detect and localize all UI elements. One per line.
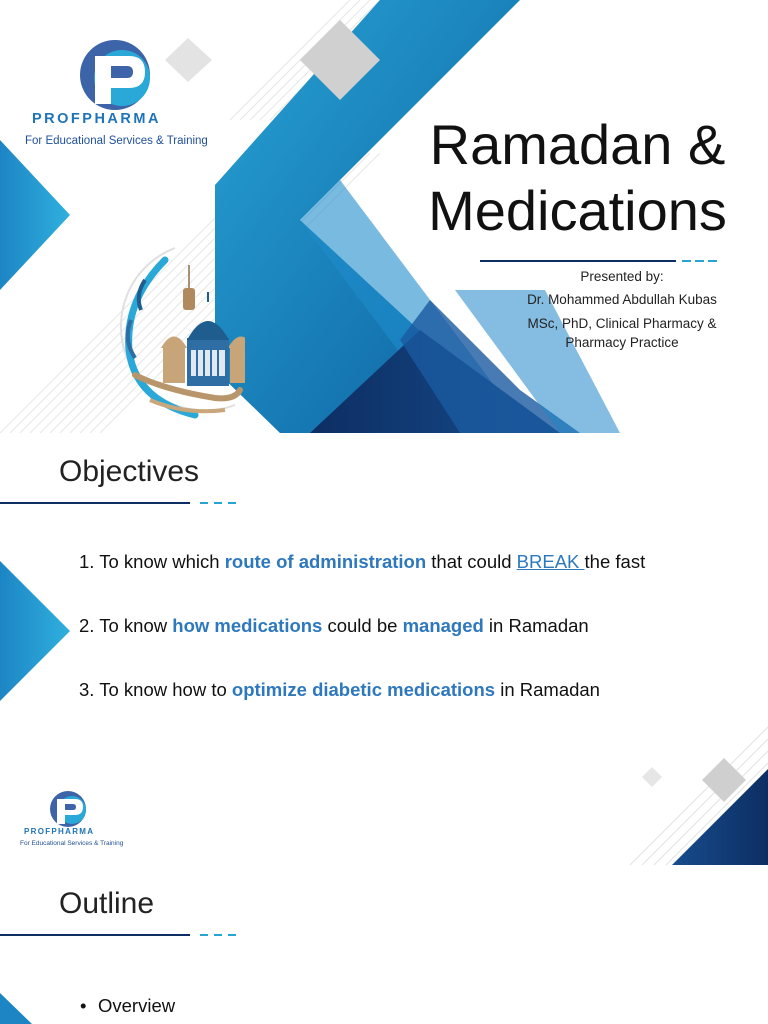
ramadan-crescent-mosque-icon (105, 240, 245, 430)
objective-highlight: how medications (172, 615, 323, 636)
objective-number: 3. (79, 679, 95, 700)
logo-tagline: For Educational Services & Training (25, 135, 208, 147)
objective-highlight: route of administration (224, 551, 427, 572)
break-link[interactable]: BREAK (516, 551, 585, 572)
bullet-dot-icon: • (80, 995, 87, 1016)
objective-item-2 (79, 615, 589, 637)
logo-mark-icon (20, 789, 140, 829)
presenter-credentials-line-2: Pharmacy Practice (565, 335, 679, 350)
presenter-info (502, 266, 742, 352)
objective-item-1 (79, 551, 645, 573)
outline-bullet-text: Overview (98, 995, 176, 1016)
outline-title: Outline (59, 887, 155, 920)
objective-text: the fast (584, 551, 646, 572)
profpharma-logo (25, 38, 225, 153)
title-line-1: Ramadan & (429, 113, 726, 176)
objective-item-3 (79, 679, 600, 701)
logo-brand-name: PROFPHARMA (32, 111, 161, 127)
objective-highlight: managed (402, 615, 484, 636)
logo-brand-name: PROFPHARMA (24, 827, 95, 836)
objectives-slide (0, 433, 768, 865)
objectives-title: Objectives (59, 455, 200, 488)
outline-slide (0, 865, 768, 1024)
presentation-title (410, 112, 745, 244)
presenter-credentials-line-1: MSc, PhD, Clinical Pharmacy & (527, 316, 717, 331)
objective-text: could be (322, 615, 403, 636)
objective-number: 1. (79, 551, 95, 572)
presenter-name: Dr. Mohammed Abdullah Kubas (527, 292, 717, 307)
outline-bullet (80, 995, 175, 1017)
profpharma-small-logo (20, 789, 140, 851)
presented-by-label: Presented by: (580, 269, 664, 284)
title-slide (0, 0, 768, 433)
logo-tagline: For Educational Services & Training (20, 840, 124, 847)
title-line-2: Medications (428, 179, 727, 242)
objective-text: in Ramadan (483, 615, 589, 636)
objective-text: To know which (99, 551, 225, 572)
logo-mark-icon (25, 38, 225, 113)
objective-text: in Ramadan (495, 679, 600, 700)
objective-text: To know how to (99, 679, 232, 700)
objective-number: 2. (79, 615, 95, 636)
objective-highlight: optimize diabetic medications (231, 679, 496, 700)
objective-text: To know (99, 615, 173, 636)
objective-text: that could (426, 551, 517, 572)
